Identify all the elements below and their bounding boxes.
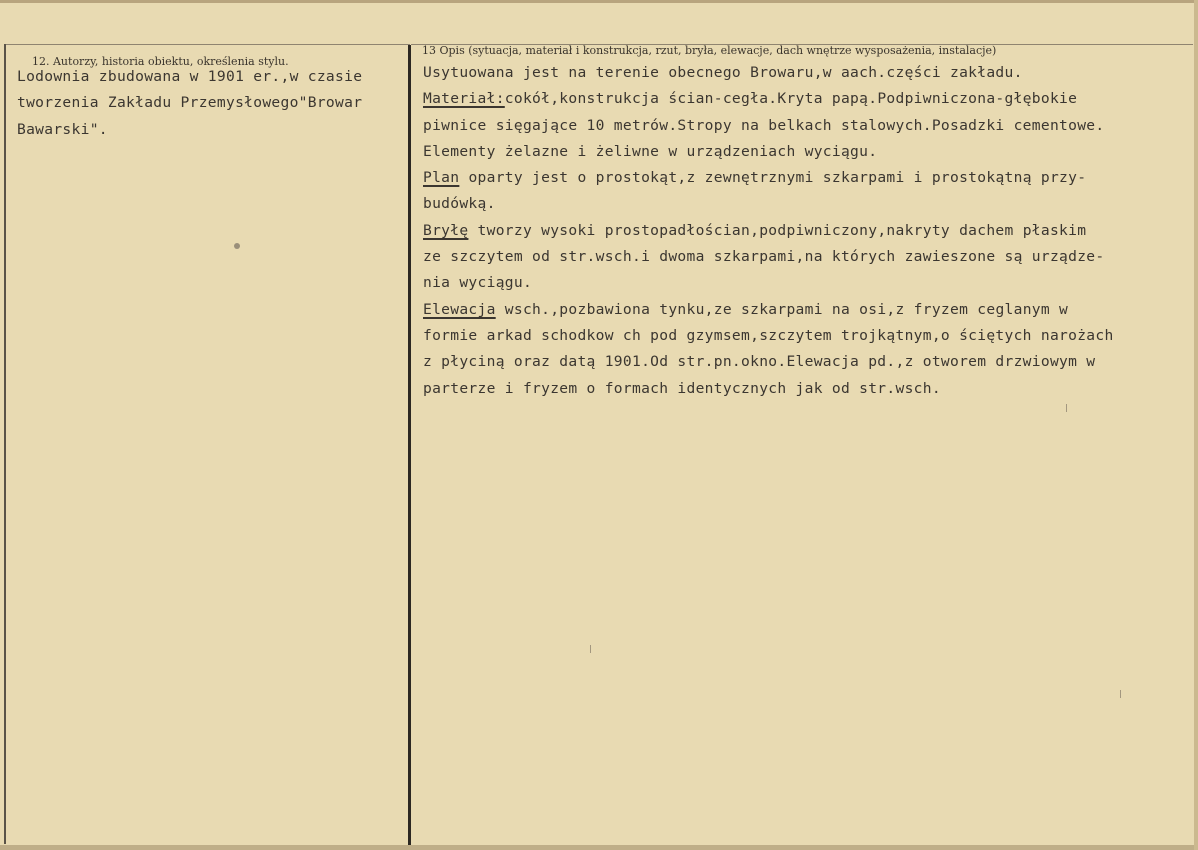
paper-scratch	[590, 645, 591, 653]
field13-section-label: Plan	[423, 169, 460, 187]
field13-line	[423, 323, 1114, 349]
field13-line-text: tworzy wysoki prostopadłościan,podpiwniczony,nakryty dachem płaskim	[468, 221, 1087, 239]
field13-line-text: Elementy żelazne i żeliwne w urządzeniach wyciągu.	[423, 142, 878, 160]
field13-section-label: Bryłę	[423, 221, 469, 239]
field13-line	[423, 376, 1114, 402]
field13-line	[423, 191, 1114, 217]
card-bottom-edge	[0, 845, 1198, 850]
field13-line	[423, 139, 1114, 165]
paper-scratch	[1066, 404, 1067, 412]
field13-line-text: formie arkad schodkow ch pod gzymsem,szczytem trojkątnym,o ściętych narożach	[423, 326, 1114, 344]
column-divider-rule	[408, 45, 411, 845]
field13-line	[423, 86, 1114, 112]
field12-line: Bawarski".	[17, 120, 108, 138]
left-column-top-rule	[6, 44, 410, 45]
field12-line: Lodownia zbudowana w 1901 er.,w czasie	[17, 68, 363, 85]
paper-spot	[234, 243, 240, 249]
field13-line-text: nia wyciągu.	[423, 274, 533, 292]
field13-line-text: cokół,konstrukcja ścian-cegła.Kryta papą.Podpiwniczona-głębokie	[504, 90, 1078, 108]
card-top-edge	[0, 0, 1198, 3]
field13-section-label: Elewacja	[423, 300, 496, 318]
card-right-edge	[1194, 0, 1198, 850]
field13-line	[423, 297, 1114, 323]
field13-line	[423, 218, 1114, 244]
field13-line	[423, 244, 1114, 270]
left-border-rule	[4, 44, 6, 844]
field13-line-text: piwnice sięgające 10 metrów.Stropy na belkach stalowych.Posadzki cementowe.	[423, 116, 1105, 134]
field13-line	[423, 165, 1114, 191]
field12-line: tworzenia Zakładu Przemysłowego"Browar	[17, 94, 363, 112]
field13-line	[423, 60, 1114, 86]
field13-line	[423, 113, 1114, 139]
field13-line-text: z płyciną oraz datą 1901.Od str.pn.okno.Elewacja pd.,z otworem drzwiowym w	[423, 353, 1096, 371]
field13-line	[423, 270, 1114, 296]
field13-line	[423, 349, 1114, 375]
field13-line-text: budówką.	[423, 195, 496, 213]
field12-text	[17, 64, 362, 143]
field13-text	[423, 60, 1114, 402]
field13-line-text: parterze i fryzem o formach identycznych jak od str.wsch.	[423, 379, 941, 397]
field13-line-text: wsch.,pozbawiona tynku,ze szkarpami na osi,z fryzem ceglanym w	[495, 300, 1069, 318]
field13-section-label: Materiał:	[423, 90, 505, 108]
paper-scratch	[1120, 690, 1121, 698]
field13-line-text: oparty jest o prostokąt,z zewnętrznymi szkarpami i prostokątną przy-	[459, 169, 1087, 187]
field13-line-text: ze szczytem od str.wsch.i dwoma szkarpami,na których zawieszone są urządze-	[423, 248, 1105, 266]
field13-line-text: Usytuowana jest na terenie obecnego Browaru,w aach.części zakładu.	[423, 64, 1023, 81]
field12-caption: 12. Autorzy, historia obiektu, określenia stylu.	[32, 55, 289, 68]
field13-caption: 13 Opis (sytuacja, materiał i konstrukcja, rzut, bryła, elewacje, dach wnętrze wysposażenia, instalacje)	[422, 44, 997, 57]
